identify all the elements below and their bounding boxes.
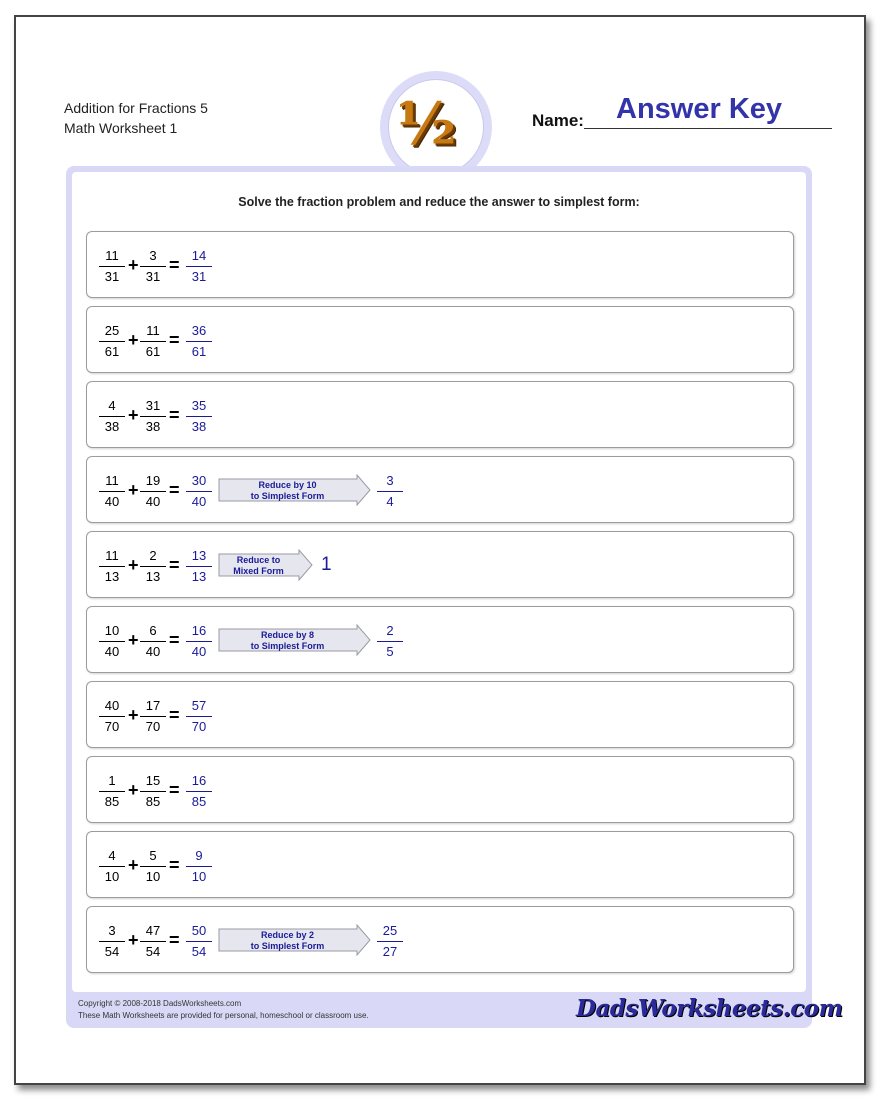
numerator: 4 [108, 398, 116, 413]
denominator: 13 [99, 566, 125, 585]
reduce-label-line-2: to Simplest Form [250, 641, 325, 651]
plus-sign: + [128, 255, 139, 275]
denominator: 31 [186, 266, 212, 285]
name-underline [584, 128, 832, 129]
usage-notice: These Math Worksheets are provided for personal, homeschool or classroom use. [78, 1011, 369, 1020]
denominator: 10 [140, 866, 166, 885]
numerator: 30 [191, 473, 207, 488]
problem-row [86, 231, 794, 298]
denominator: 27 [377, 941, 403, 960]
numerator: 11 [105, 473, 119, 488]
denominator: 61 [140, 341, 166, 360]
mixed-number-answer: 1 [321, 554, 332, 575]
numerator: 40 [104, 698, 120, 713]
fraction [140, 547, 166, 585]
reduce-arrow [218, 549, 313, 581]
denominator: 85 [99, 791, 125, 810]
denominator: 38 [140, 416, 166, 435]
denominator: 4 [377, 491, 403, 510]
problem-row [86, 306, 794, 373]
reduce-arrow [218, 474, 371, 506]
denominator: 10 [99, 866, 125, 885]
denominator: 40 [99, 491, 125, 510]
brand-logo: DadsWorksheets.com [576, 995, 843, 1022]
problem-row [86, 606, 794, 673]
fraction [377, 472, 403, 510]
problem-row [86, 831, 794, 898]
equals-sign: = [169, 405, 180, 425]
reduce-label [218, 480, 357, 502]
numerator: 13 [191, 548, 207, 563]
fraction [99, 247, 125, 285]
fraction [99, 622, 125, 660]
problem-row [86, 681, 794, 748]
plus-sign: + [128, 480, 139, 500]
fraction [186, 247, 212, 285]
title-line-2: Math Worksheet 1 [64, 120, 178, 136]
numerator: 35 [191, 398, 207, 413]
reduce-label-line-1: Reduce by 8 [260, 630, 315, 640]
equals-sign: = [169, 480, 180, 500]
fraction [377, 922, 403, 960]
numerator: 14 [191, 248, 207, 263]
denominator: 10 [186, 866, 212, 885]
plus-sign: + [128, 330, 139, 350]
problem-row [86, 756, 794, 823]
fraction [99, 397, 125, 435]
fraction [186, 322, 212, 360]
fraction [140, 847, 166, 885]
plus-sign: + [128, 630, 139, 650]
problem-row [86, 906, 794, 973]
denominator: 54 [186, 941, 212, 960]
fraction [186, 547, 212, 585]
numerator: 50 [191, 923, 207, 938]
equals-sign: = [169, 930, 180, 950]
denominator: 31 [140, 266, 166, 285]
fraction [186, 772, 212, 810]
plus-sign: + [128, 855, 139, 875]
denominator: 61 [99, 341, 125, 360]
reduce-arrow [218, 924, 371, 956]
numerator: 3 [108, 923, 116, 938]
numerator: 31 [145, 398, 161, 413]
footer-copyright [78, 998, 369, 1022]
numerator: 36 [191, 323, 207, 338]
reduce-label-line-2: Mixed Form [233, 566, 284, 576]
fraction [186, 847, 212, 885]
fraction [186, 472, 212, 510]
equals-sign: = [169, 330, 180, 350]
denominator: 61 [186, 341, 212, 360]
worksheet-title [64, 98, 208, 138]
numerator: 2 [386, 623, 394, 638]
numerator: 4 [108, 848, 116, 863]
fraction [99, 472, 125, 510]
denominator: 5 [377, 641, 403, 660]
answer-key-title: Answer Key [616, 93, 783, 125]
denominator: 40 [140, 641, 166, 660]
numerator: 11 [146, 323, 160, 338]
denominator: 38 [99, 416, 125, 435]
reduce-label-line-1: Reduce by 2 [260, 930, 315, 940]
plus-sign: + [128, 555, 139, 575]
problem-area [72, 172, 806, 992]
numerator: 57 [191, 698, 207, 713]
numerator: 25 [104, 323, 120, 338]
problem-row [86, 531, 794, 598]
denominator: 85 [140, 791, 166, 810]
equals-sign: = [169, 780, 180, 800]
fraction [140, 622, 166, 660]
numerator: 25 [382, 923, 398, 938]
denominator: 70 [99, 716, 125, 735]
numerator: 11 [105, 248, 119, 263]
denominator: 70 [140, 716, 166, 735]
fraction [186, 397, 212, 435]
fraction [140, 397, 166, 435]
plus-sign: + [128, 705, 139, 725]
numerator: 2 [149, 548, 157, 563]
fraction [99, 322, 125, 360]
denominator: 13 [186, 566, 212, 585]
equals-sign: = [169, 630, 180, 650]
plus-sign: + [128, 405, 139, 425]
worksheet-page [14, 15, 866, 1085]
denominator: 54 [99, 941, 125, 960]
numerator: 19 [145, 473, 161, 488]
numerator: 47 [145, 923, 161, 938]
numerator: 16 [191, 623, 207, 638]
fraction [140, 772, 166, 810]
numerator: 3 [386, 473, 394, 488]
denominator: 40 [186, 491, 212, 510]
denominator: 13 [140, 566, 166, 585]
denominator: 40 [186, 641, 212, 660]
reduce-label [218, 555, 299, 577]
fraction [140, 922, 166, 960]
plus-sign: + [128, 930, 139, 950]
denominator: 38 [186, 416, 212, 435]
reduce-label-line-2: to Simplest Form [250, 491, 325, 501]
denominator: 70 [186, 716, 212, 735]
problem-row [86, 381, 794, 448]
title-line-1: Addition for Fractions 5 [64, 100, 208, 116]
fraction [99, 847, 125, 885]
numerator: 11 [105, 548, 119, 563]
instructions: Solve the fraction problem and reduce the answer to simplest form: [238, 195, 640, 209]
equals-sign: = [169, 255, 180, 275]
fraction [140, 697, 166, 735]
fraction [140, 472, 166, 510]
fraction [186, 622, 212, 660]
equals-sign: = [169, 705, 180, 725]
numerator: 3 [149, 248, 157, 263]
numerator: 16 [191, 773, 207, 788]
reduce-arrow [218, 624, 371, 656]
problem-frame [66, 166, 843, 1028]
denominator: 31 [99, 266, 125, 285]
denominator: 40 [99, 641, 125, 660]
fraction [140, 247, 166, 285]
fraction [186, 697, 212, 735]
denominator: 85 [186, 791, 212, 810]
fraction [140, 322, 166, 360]
logo-glyph: ½ [396, 90, 451, 158]
problem-row [86, 456, 794, 523]
numerator: 9 [195, 848, 203, 863]
reduce-label-line-1: Reduce by 10 [258, 480, 317, 490]
reduce-label [218, 630, 357, 652]
numerator: 1 [108, 773, 116, 788]
fraction [99, 547, 125, 585]
copyright-text: Copyright © 2008-2018 DadsWorksheets.com [78, 999, 242, 1008]
numerator: 6 [149, 623, 157, 638]
reduce-label-line-1: Reduce to [236, 555, 281, 565]
denominator: 40 [140, 491, 166, 510]
fraction [99, 922, 125, 960]
numerator: 5 [149, 848, 157, 863]
denominator: 54 [140, 941, 166, 960]
fraction [99, 772, 125, 810]
numerator: 17 [145, 698, 161, 713]
fraction [99, 697, 125, 735]
name-label: Name: [532, 111, 584, 130]
fraction [377, 622, 403, 660]
fraction [186, 922, 212, 960]
equals-sign: = [169, 855, 180, 875]
numerator: 15 [145, 773, 161, 788]
equals-sign: = [169, 555, 180, 575]
plus-sign: + [128, 780, 139, 800]
reduce-label-line-2: to Simplest Form [250, 941, 325, 951]
reduce-label [218, 930, 357, 952]
numerator: 10 [104, 623, 120, 638]
